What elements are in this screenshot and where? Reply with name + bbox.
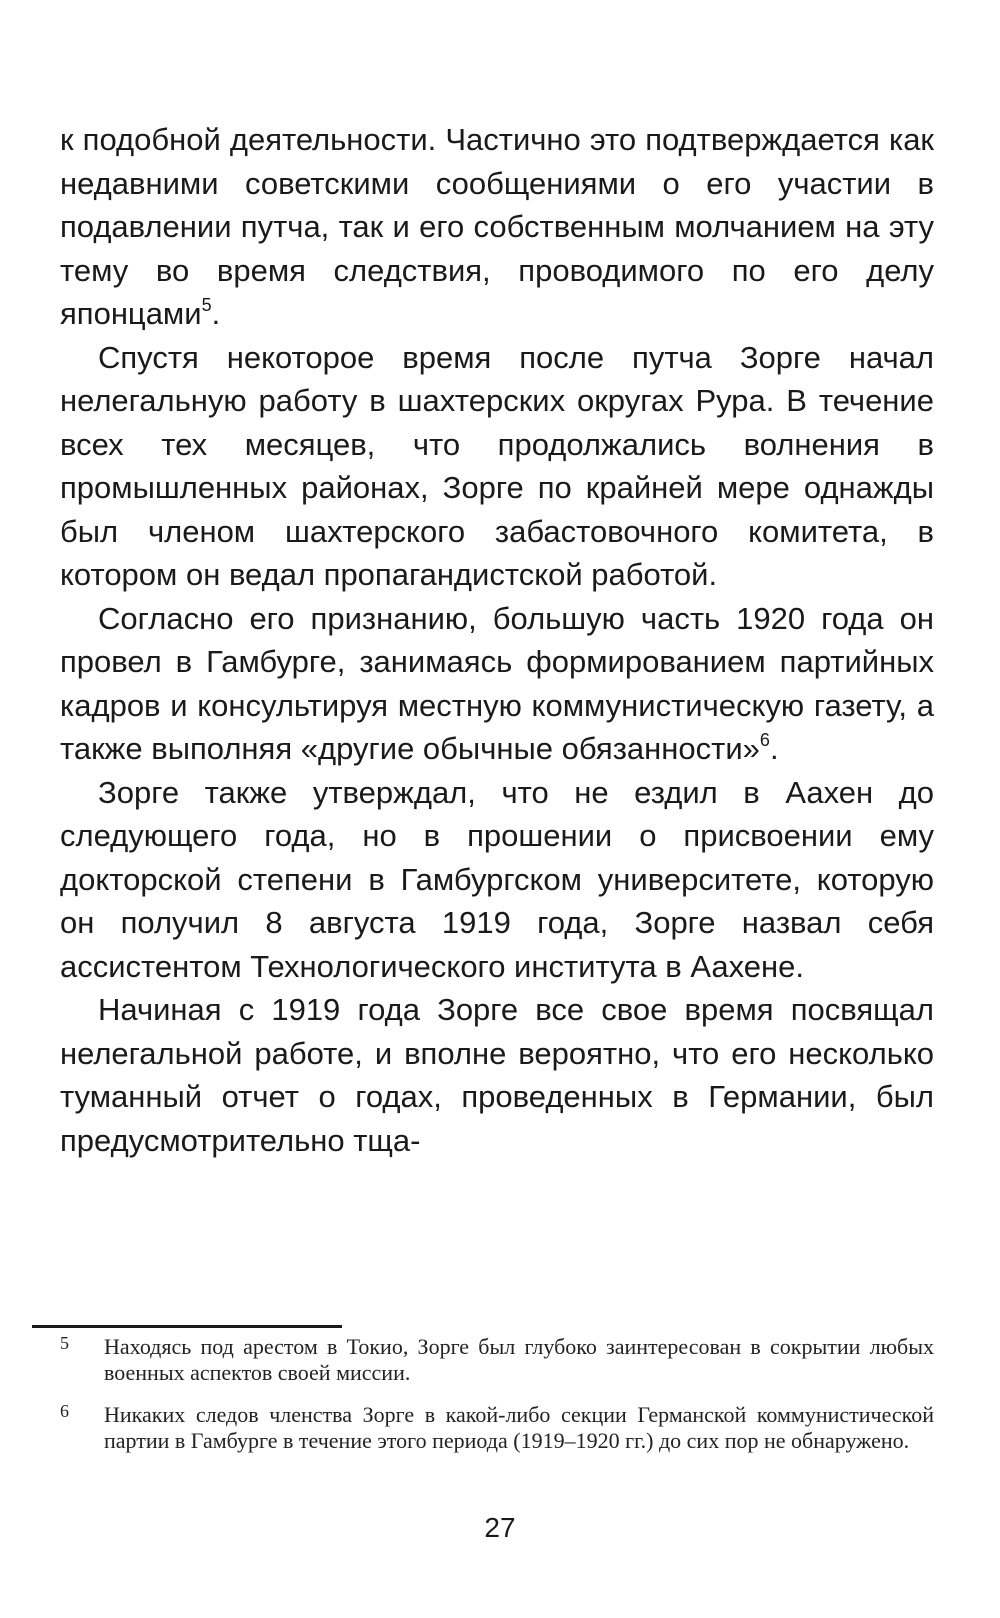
paragraph-1-text: к подобной деятельности. Частично это подтверждается как недавними советскими сообщениями о его участии в подавлении путча, так и его собственным молчанием на эту тему во время следствия, проводимого по его делу японцами [60, 122, 934, 331]
footnote-text: Находясь под арестом в Токио, Зорге был глубоко заинтересован в сокрытии любых военных аспектов своей миссии. [104, 1334, 934, 1385]
footnote-ref-5: 5 [201, 294, 212, 315]
paragraph-3-text: Согласно его признанию, большую часть 1920 года он провел в Гамбурге, занимаясь формированием партийных кадров и консультируя местную коммунистическую газету, а также выполняя «другие обычные обязанности» [60, 600, 934, 766]
footnote-text: Никаких следов членства Зорге в какой-либо секции Германской коммунистической партии в Гамбурге в течение этого периода (1919–1920 гг.) до сих пор не обнаружено. [104, 1402, 934, 1453]
footnote-number: 6 [60, 1401, 69, 1421]
footnote-number: 5 [60, 1333, 69, 1353]
main-text [60, 118, 934, 1162]
footnote-divider [32, 1325, 342, 1328]
paragraph-3-end: . [769, 731, 779, 766]
footnote-5 [60, 1334, 934, 1386]
paragraph-1 [60, 118, 934, 336]
paragraph-4: Зорге также утверждал, что не ездил в Аахен до следующего года, но в прошении о присвоении ему докторской степени в Гамбургском университете, которую он получил 8 августа 1919 года, Зорге назвал себя ассистентом Технологического института в Аахене. [60, 774, 934, 984]
paragraph-3 [60, 597, 934, 771]
footnote-6 [60, 1402, 934, 1454]
footnote-ref-6: 6 [759, 729, 770, 750]
paragraph-1-end: . [211, 296, 221, 331]
page-number: 27 [484, 1512, 516, 1543]
footnotes [60, 1334, 934, 1470]
paragraph-5: Начиная с 1919 года Зорге все свое время посвящал нелегальной работе, и вполне вероятно, что его несколько туманный отчет о годах, проведенных в Германии, был предусмотрительно тща- [60, 992, 934, 1158]
paragraph-2: Спустя некоторое время после путча Зорге начал нелегальную работу в шахтерских округах Рура. В течение всех тех месяцев, что продолжались волнения в промышленных районах, Зорге по крайней мере однажды был членом шахтерского забастовочного комитета, в котором он ведал пропагандистской работой. [60, 339, 934, 592]
